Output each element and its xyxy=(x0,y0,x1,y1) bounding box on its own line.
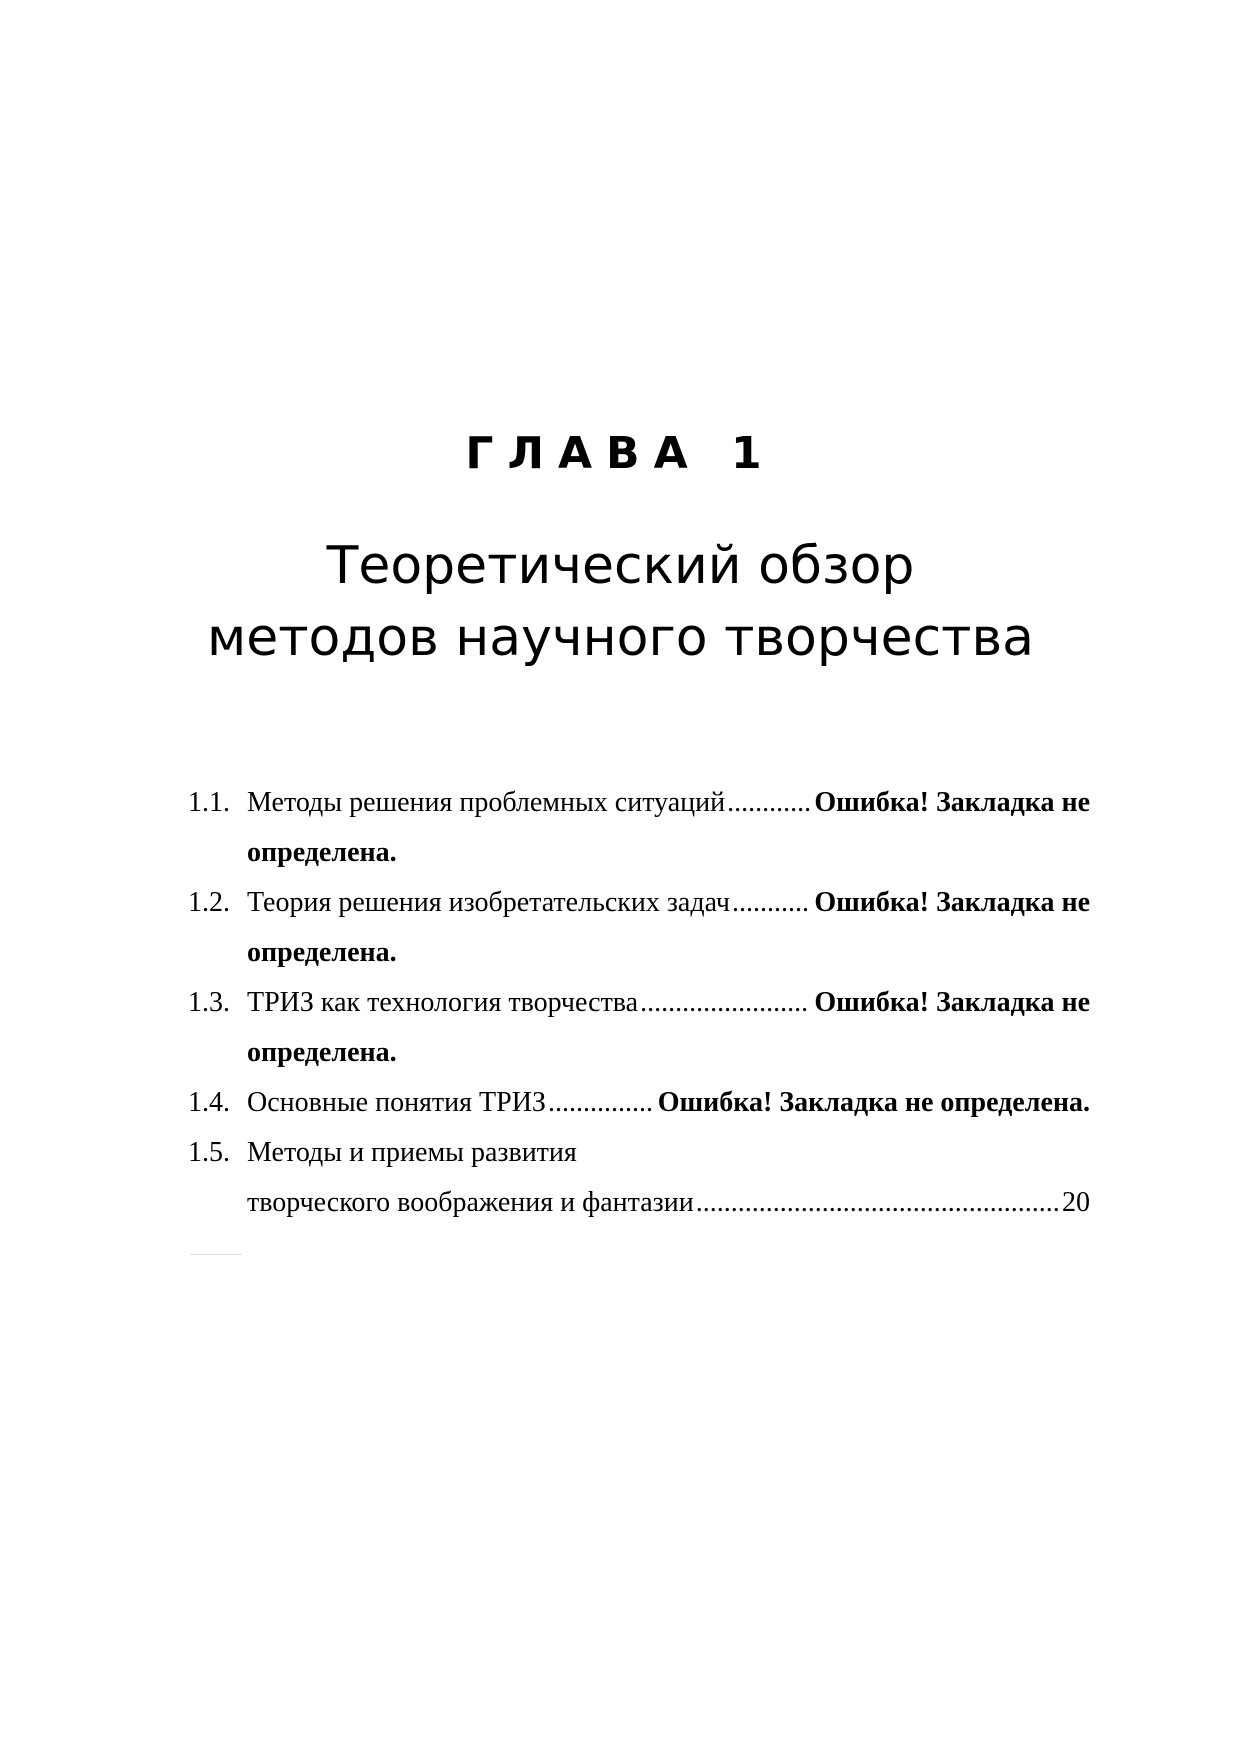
toc-entry-text: Основные понятия ТРИЗ xyxy=(247,1087,546,1118)
toc-entry-line xyxy=(247,1178,1090,1228)
toc-leader-dots xyxy=(727,778,810,828)
toc-entry[interactable] xyxy=(188,1078,1090,1128)
toc-entry-error: Ошибка! Закладка не определена. xyxy=(657,1087,1090,1118)
toc-entry-number: 1.4. xyxy=(188,1087,230,1118)
toc-entry-text: ТРИЗ как технология творчества xyxy=(247,987,639,1018)
toc-entry-number: 1.5. xyxy=(188,1137,230,1168)
toc-entry-error: Ошибка! Закладка не xyxy=(814,787,1090,818)
table-of-contents xyxy=(188,778,1090,1228)
toc-entry-number: 1.1. xyxy=(188,787,230,818)
toc-leader-dots xyxy=(548,1078,654,1128)
faint-divider xyxy=(190,1254,242,1255)
toc-entry-error-continuation: определена. xyxy=(247,837,397,868)
toc-entry-text-continuation: творческого воображения и фантазии xyxy=(247,1187,694,1218)
toc-entry-line xyxy=(247,1078,1090,1128)
toc-leader-dots xyxy=(732,878,810,928)
toc-leader-dots xyxy=(640,978,810,1028)
toc-entry[interactable] xyxy=(188,978,1090,1078)
chapter-title-line-2: методов научного творчества xyxy=(207,608,1034,668)
toc-entry-error: Ошибка! Закладка не xyxy=(814,887,1090,918)
chapter-label: ГЛАВА 1 xyxy=(465,428,776,479)
toc-entry-text: Методы решения проблемных ситуаций xyxy=(247,787,726,818)
toc-entry-text: Методы и приемы развития xyxy=(247,1137,577,1168)
toc-entry-line xyxy=(247,878,1090,928)
toc-entry[interactable] xyxy=(188,1128,1090,1228)
toc-entry[interactable] xyxy=(188,878,1090,978)
toc-entry-page-number: 20 xyxy=(1062,1187,1090,1218)
toc-entry-line xyxy=(247,928,1090,978)
toc-entry-number: 1.2. xyxy=(188,887,230,918)
chapter-title xyxy=(0,530,1241,674)
toc-entry-error-continuation: определена. xyxy=(247,937,397,968)
toc-entry-line xyxy=(247,978,1090,1028)
toc-leader-dots xyxy=(696,1178,1058,1228)
toc-entry-error: Ошибка! Закладка не xyxy=(814,987,1090,1018)
toc-entry-line xyxy=(247,1128,1090,1178)
toc-entry-error-continuation: определена. xyxy=(247,1037,397,1068)
toc-entry-line xyxy=(247,778,1090,828)
toc-entry-number: 1.3. xyxy=(188,987,230,1018)
toc-entry-line xyxy=(247,1028,1090,1078)
toc-entry-line xyxy=(247,828,1090,878)
toc-entry-text: Теория решения изобретательских задач xyxy=(247,887,730,918)
toc-entry[interactable] xyxy=(188,778,1090,878)
chapter-title-line-1: Теоретический обзор xyxy=(326,536,915,596)
